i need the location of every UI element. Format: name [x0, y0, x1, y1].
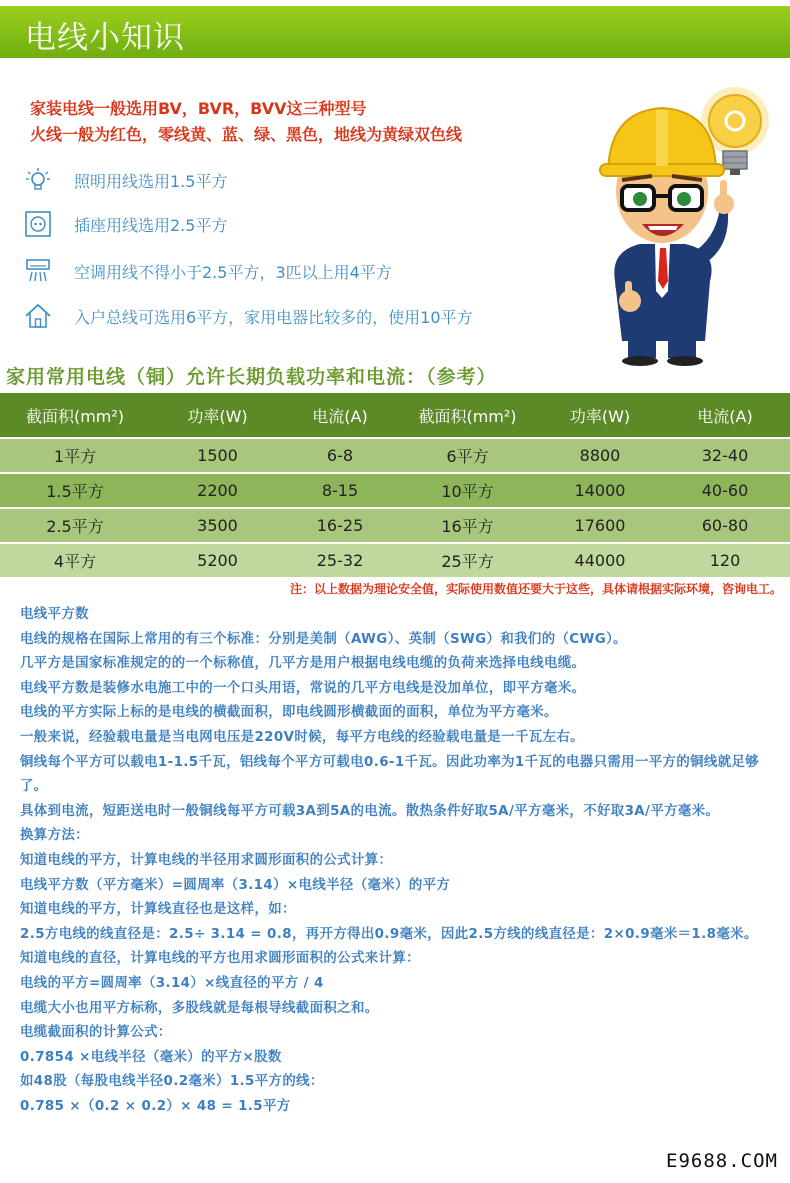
table-cell: 14000	[540, 473, 660, 508]
table-cell: 2.5平方	[0, 508, 150, 543]
column-header: 功率(W)	[150, 393, 285, 438]
article-formula: 0.785 ×（0.2 × 0.2）× 48 = 1.5平方	[20, 1098, 291, 1114]
socket-icon	[22, 208, 54, 240]
column-header: 电流(A)	[285, 393, 395, 438]
article-paragraph: 具体到电流，短距送电时一般铜线每平方可载3A到5A的电流。散热条件好取5A/平方毫米，不好取3A/平方毫米。	[20, 803, 720, 819]
article-paragraph: 电线的平方实际上标的是电线的横截面积，即电线圆形横截面的面积，单位为平方毫米。	[20, 705, 558, 721]
intro-text	[30, 96, 462, 148]
article-formula: 2.5方电线的线直径是：2.5÷ 3.14 = 0.8，再开方得出0.9毫米，因此2.5方线的线直径是：2×0.9毫米＝1.8毫米。	[20, 926, 758, 942]
intro-line-2: 火线一般为红色，零线黄、蓝、绿、黑色，地线为黄绿双色线	[30, 125, 463, 144]
table-title: 家用常用电线（铜）允许长期负载功率和电流：（参考）	[6, 366, 497, 388]
column-header: 截面积(mm²)	[395, 393, 540, 438]
table-cell: 16平方	[395, 508, 540, 543]
tip-text: 空调用线不得小于2.5平方，3匹以上用4平方	[74, 262, 392, 282]
article-heading: 电线平方数	[20, 607, 89, 622]
table-row	[0, 508, 790, 543]
table-cell: 6-8	[285, 438, 395, 473]
table-cell: 32-40	[660, 438, 790, 473]
load-table	[0, 393, 790, 577]
article-paragraph: 知道电线的直径，计算电线的平方也用求圆形面积的公式来计算：	[20, 951, 420, 967]
article-paragraph: 几平方是国家标准规定的的一个标称值，几平方是用户根据电线电缆的负荷来选择电线电缆。	[20, 656, 586, 672]
tip-main-line	[22, 300, 473, 332]
column-header: 电流(A)	[660, 393, 790, 438]
page-title: 电线小知识	[25, 20, 185, 56]
electrician-mascot-illustration	[570, 76, 785, 370]
tip-text: 入户总线可选用6平方，家用电器比较多的，使用10平方	[74, 307, 473, 327]
article-subheading: 换算方法：	[20, 828, 89, 844]
article-paragraph: 一般来说，经验载电量是当电网电压是220V时候，每平方电线的经验载电量是一千瓦左右。	[20, 729, 584, 745]
table-cell: 120	[660, 543, 790, 577]
article-paragraph: 电线的规格在国际上常用的有三个标准：分别是美制（AWG）、英制（SWG）和我们的（CWG）。	[20, 631, 627, 647]
article-paragraph: 知道电线的平方，计算线直径也是这样，如：	[20, 902, 296, 918]
table-cell: 40-60	[660, 473, 790, 508]
article-paragraph: 如48股（每股电线半径0.2毫米）1.5平方的线：	[20, 1074, 324, 1090]
column-header: 功率(W)	[540, 393, 660, 438]
table-cell: 1.5平方	[0, 473, 150, 508]
site-watermark: E9688.COM	[666, 1150, 778, 1172]
table-cell: 1平方	[0, 438, 150, 473]
article-formula: 0.7854 ×电线半径（毫米）的平方×股数	[20, 1049, 282, 1065]
table-cell: 10平方	[395, 473, 540, 508]
table-cell: 25-32	[285, 543, 395, 577]
article-formula: 电线的平方=圆周率（3.14）×线直径的平方 / 4	[20, 975, 324, 991]
article-formula: 电线平方数（平方毫米）=圆周率（3.14）×电线半径（毫米）的平方	[20, 877, 451, 893]
table-cell: 2200	[150, 473, 285, 508]
article-body	[20, 603, 785, 1119]
table-cell: 1500	[150, 438, 285, 473]
table-cell: 3500	[150, 508, 285, 543]
table-cell: 6平方	[395, 438, 540, 473]
article-paragraph: 电线平方数是装修水电施工中的一个口头用语，常说的几平方电线是没加单位，即平方毫米。	[20, 680, 586, 696]
tip-text: 插座用线选用2.5平方	[74, 215, 228, 235]
tip-socket	[22, 208, 227, 240]
table-cell: 60-80	[660, 508, 790, 543]
column-header: 截面积(mm²)	[0, 393, 150, 438]
title-banner	[0, 6, 790, 58]
table-row	[0, 473, 790, 508]
table-cell: 44000	[540, 543, 660, 577]
table-cell: 17600	[540, 508, 660, 543]
article-paragraph: 电缆大小也用平方标称，多股线就是每根导线截面积之和。	[20, 1000, 379, 1016]
table-note: 注：以上数据为理论安全值，实际使用数值还要大于这些，具体请根据实际环境，咨询电工。	[289, 582, 782, 596]
article-paragraph: 铜线每个平方可以载电1-1.5千瓦，铝线每个平方可载电0.6-1千瓦。因此功率为1千瓦的电器只需用一平方的铜线就足够了。	[20, 754, 760, 795]
table-row	[0, 438, 790, 473]
table-cell: 25平方	[395, 543, 540, 577]
house-icon	[22, 300, 54, 332]
tip-text: 照明用线选用1.5平方	[74, 171, 228, 191]
table-cell: 8-15	[285, 473, 395, 508]
article-paragraph: 电缆截面积的计算公式：	[20, 1025, 172, 1041]
table-cell: 4平方	[0, 543, 150, 577]
lightbulb-icon	[22, 164, 54, 196]
intro-line-1: 家装电线一般选用BV，BVR，BVV这三种型号	[30, 99, 367, 118]
table-cell: 5200	[150, 543, 285, 577]
table-cell: 16-25	[285, 508, 395, 543]
table-header-row	[0, 393, 790, 438]
table-row	[0, 543, 790, 577]
article-paragraph: 知道电线的平方，计算电线的半径用求圆形面积的公式计算：	[20, 852, 393, 868]
tip-lighting	[22, 164, 227, 196]
air-conditioner-icon	[22, 255, 54, 287]
tip-air-conditioner	[22, 255, 392, 287]
table-cell: 8800	[540, 438, 660, 473]
